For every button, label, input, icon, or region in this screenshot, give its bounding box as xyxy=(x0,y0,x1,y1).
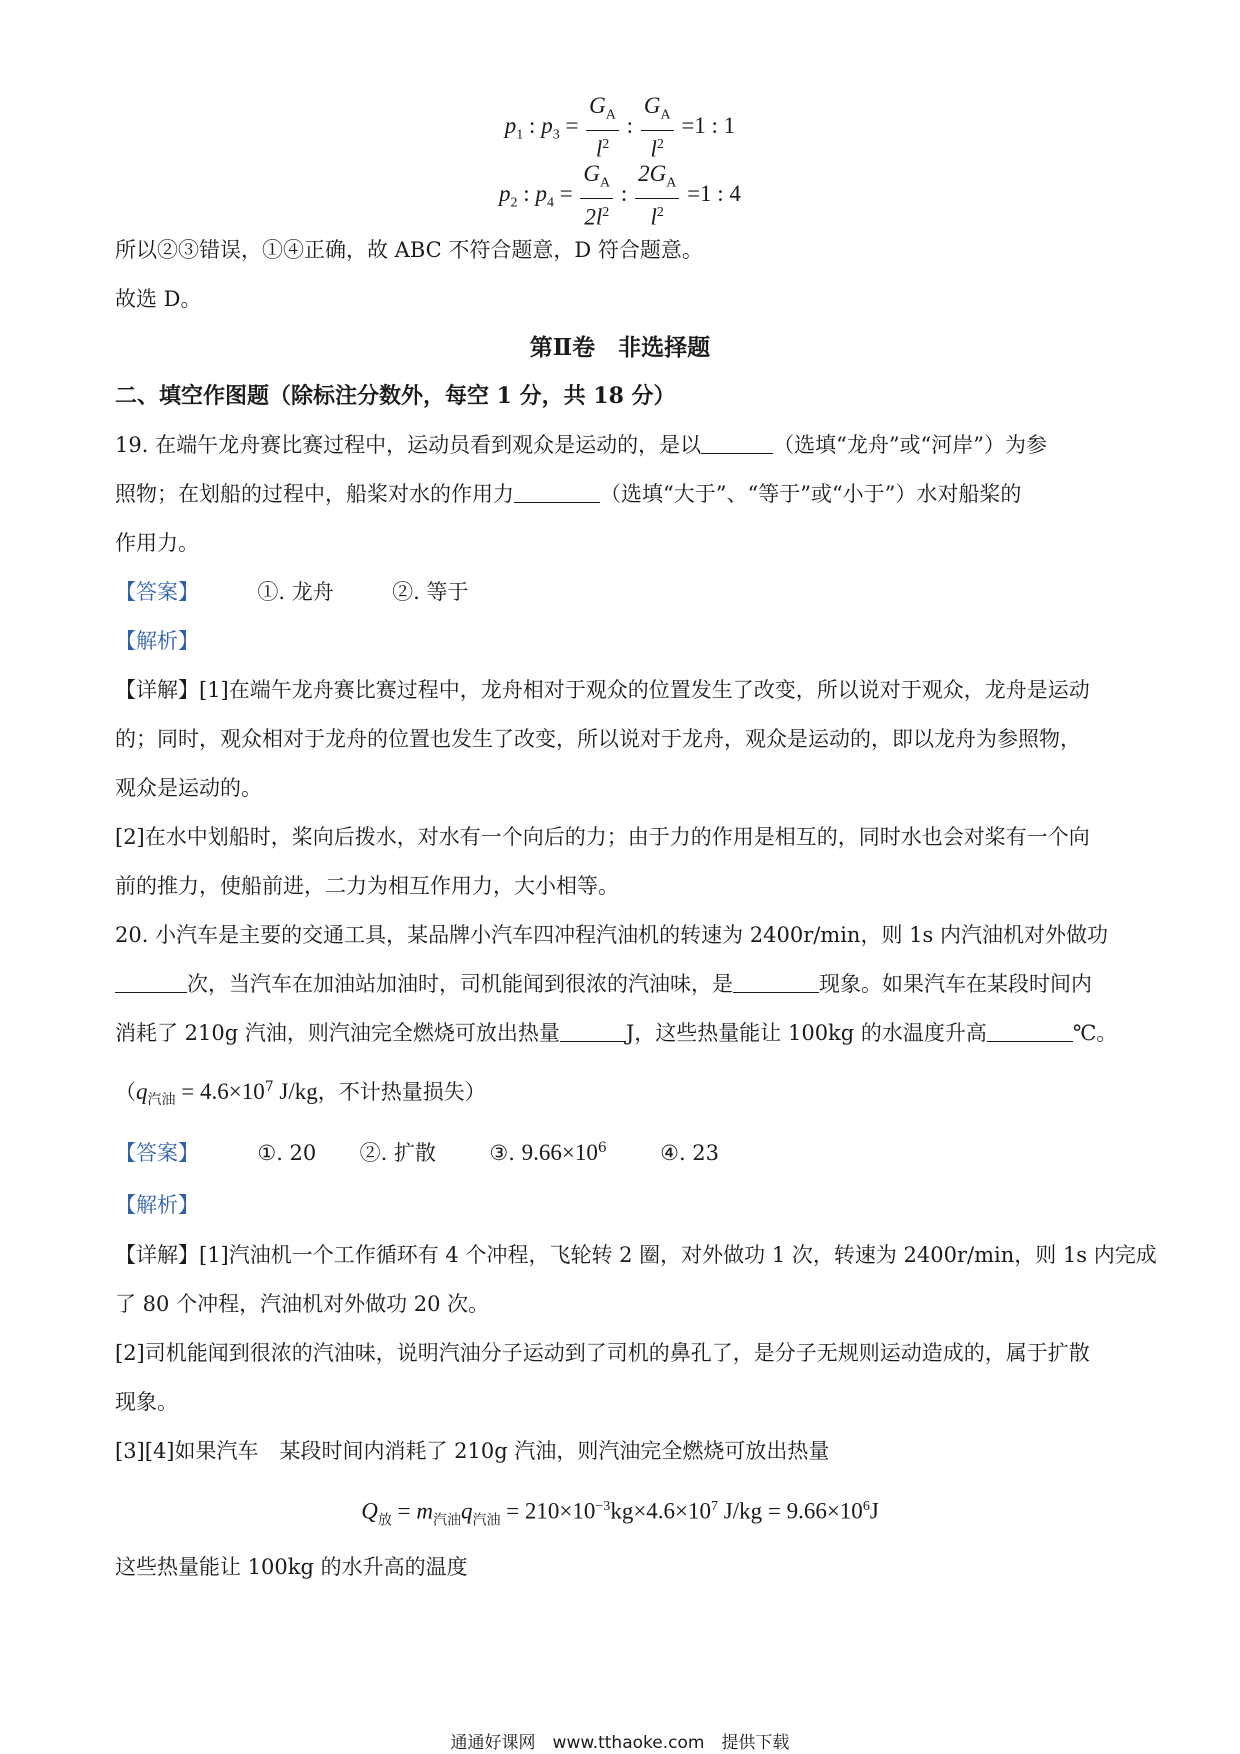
analysis-tag: 【解析】 xyxy=(115,1193,199,1217)
q20-given: （$q_{汽油} = 4.6\times 10^7$ J/kg，不计热量损失） xyxy=(115,1079,486,1109)
q20-detail-4: 现象。 xyxy=(115,1390,178,1414)
answer-item: ①. 20 xyxy=(257,1141,317,1165)
answer-blank[interactable] xyxy=(560,1021,626,1042)
answer-blank[interactable] xyxy=(733,972,819,993)
equation-p2-p4: $p_2$ : $p_4$ = $\frac{G_A}{2l^2}$ : $\frac{2G_A}{l^2}$ =1 : 4 xyxy=(499,161,741,230)
q19-answer xyxy=(115,577,1130,607)
analysis-tag: 【解析】 xyxy=(115,629,199,653)
answer-item: ④. 23 xyxy=(660,1141,720,1165)
q19-detail-5: 前的推力，使船前进，二力为相互作用力，大小相等。 xyxy=(115,874,619,898)
q19-line-2: 照物；在划船的过程中，船桨对水的作用力 （选填“大于”、“等于”或“小于”）水对船桨的 xyxy=(115,482,1022,506)
q20-detail-3: [2]司机能闻到很浓的汽油味，说明汽油分子运动到了司机的鼻孔了，是分子无规则运动造成的，属于扩散 xyxy=(115,1341,1090,1365)
q19-line-3: 作用力。 xyxy=(115,531,199,555)
fraction: $\frac{G_A}{2l^2}$ xyxy=(580,160,613,231)
equation-p1-p3: $p_1$ : $p_3$ = $\frac{G_A}{l^2}$ : $\frac{G_A}{l^2}$ =1 : 1 xyxy=(504,93,736,162)
q19-line-1: 19. 在端午龙舟赛比赛过程中，运动员看到观众是运动的，是以 （选填“龙舟”或“河岸”）为参 xyxy=(115,433,1048,457)
answer-item: ②. 扩散 xyxy=(359,1141,437,1165)
q20-detail-1: 【详解】[1]汽油机一个工作循环有 4 个冲程，飞轮转 2 圈，对外做功 1 次，转速为 2400r/min，则 1s 内完成 xyxy=(115,1243,1157,1267)
q20-line-2: 次，当汽车在加油站加油时，司机能闻到很浓的汽油味，是 现象。如果汽车在某段时间内 xyxy=(115,969,1130,999)
q20-line-1: 20. 小汽车是主要的交通工具，某品牌小汽车四冲程汽油机的转速为 2400r/min，则 1s 内汽油机对外做功 xyxy=(115,923,1108,947)
q19-detail-4: [2]在水中划船时，桨向后拨水，对水有一个向后的力；由于力的作用是相互的，同时水也会对桨有一个向 xyxy=(115,825,1090,849)
q20-answer: 【答案】 ①. 20 ②. 扩散 ③. $9.66\times 10^6$ ④. 23 xyxy=(115,1140,720,1165)
fraction: $\frac{G_A}{l^2}$ xyxy=(641,92,674,163)
q19-detail-2: 的；同时，观众相对于龙舟的位置也发生了改变，所以说对于龙舟，观众是运动的，即以龙舟为参照物， xyxy=(115,727,1081,751)
answer-tag: 【答案】 xyxy=(115,1141,199,1165)
q20-detail-6: 这些热量能让 100kg 的水升高的温度 xyxy=(115,1555,468,1579)
answer-blank[interactable] xyxy=(987,1021,1073,1042)
choose-text: 故选 D。 xyxy=(115,287,202,311)
q19-detail-3: 观众是运动的。 xyxy=(115,776,262,800)
heat-formula: $Q_放 = m_{汽油}q_{汽油} = 210\times 10^{-3}kg\times 4.6\times 10^7$ $J/kg = 9.66\times 10^6J$ xyxy=(361,1498,879,1529)
conclusion-text: 所以②③错误，①④正确，故 ABC 不符合题意，D 符合题意。 xyxy=(115,238,703,262)
answer-item: ①. 龙舟 xyxy=(257,580,334,604)
fraction: $\frac{2G_A}{l^2}$ xyxy=(635,160,679,231)
page-footer: 通通好课网 www.tthaoke.com 提供下载 xyxy=(450,1733,790,1753)
fraction: $\frac{G_A}{l^2}$ xyxy=(586,92,619,163)
answer-item: ③. xyxy=(489,1141,515,1165)
q19-detail-1: 【详解】[1]在端午龙舟赛比赛过程中，龙舟相对于观众的位置发生了改变，所以说对于观众，龙舟是运动 xyxy=(115,678,1090,702)
answer-blank[interactable] xyxy=(701,433,773,454)
q20-detail-5: [3][4]如果汽车 某段时间内消耗了 210g 汽油，则汽油完全燃烧可放出热量 xyxy=(115,1439,830,1463)
answer-tag: 【答案】 xyxy=(115,580,199,604)
answer-blank[interactable] xyxy=(115,972,187,993)
answer-item: ②. 等于 xyxy=(392,580,469,604)
answer-blank[interactable] xyxy=(514,482,600,503)
section-title: 二、填空作图题（除标注分数外，每空 1 分，共 18 分） xyxy=(115,383,676,409)
q20-line-3: 消耗了 210g 汽油，则汽油完全燃烧可放出热量 J，这些热量能让 100kg 的水温度升高 ℃。 xyxy=(115,1021,1118,1045)
part-title: 第Ⅱ卷 非选择题 xyxy=(529,334,711,361)
q20-detail-2: 了 80 个冲程，汽油机对外做功 20 次。 xyxy=(115,1292,490,1316)
